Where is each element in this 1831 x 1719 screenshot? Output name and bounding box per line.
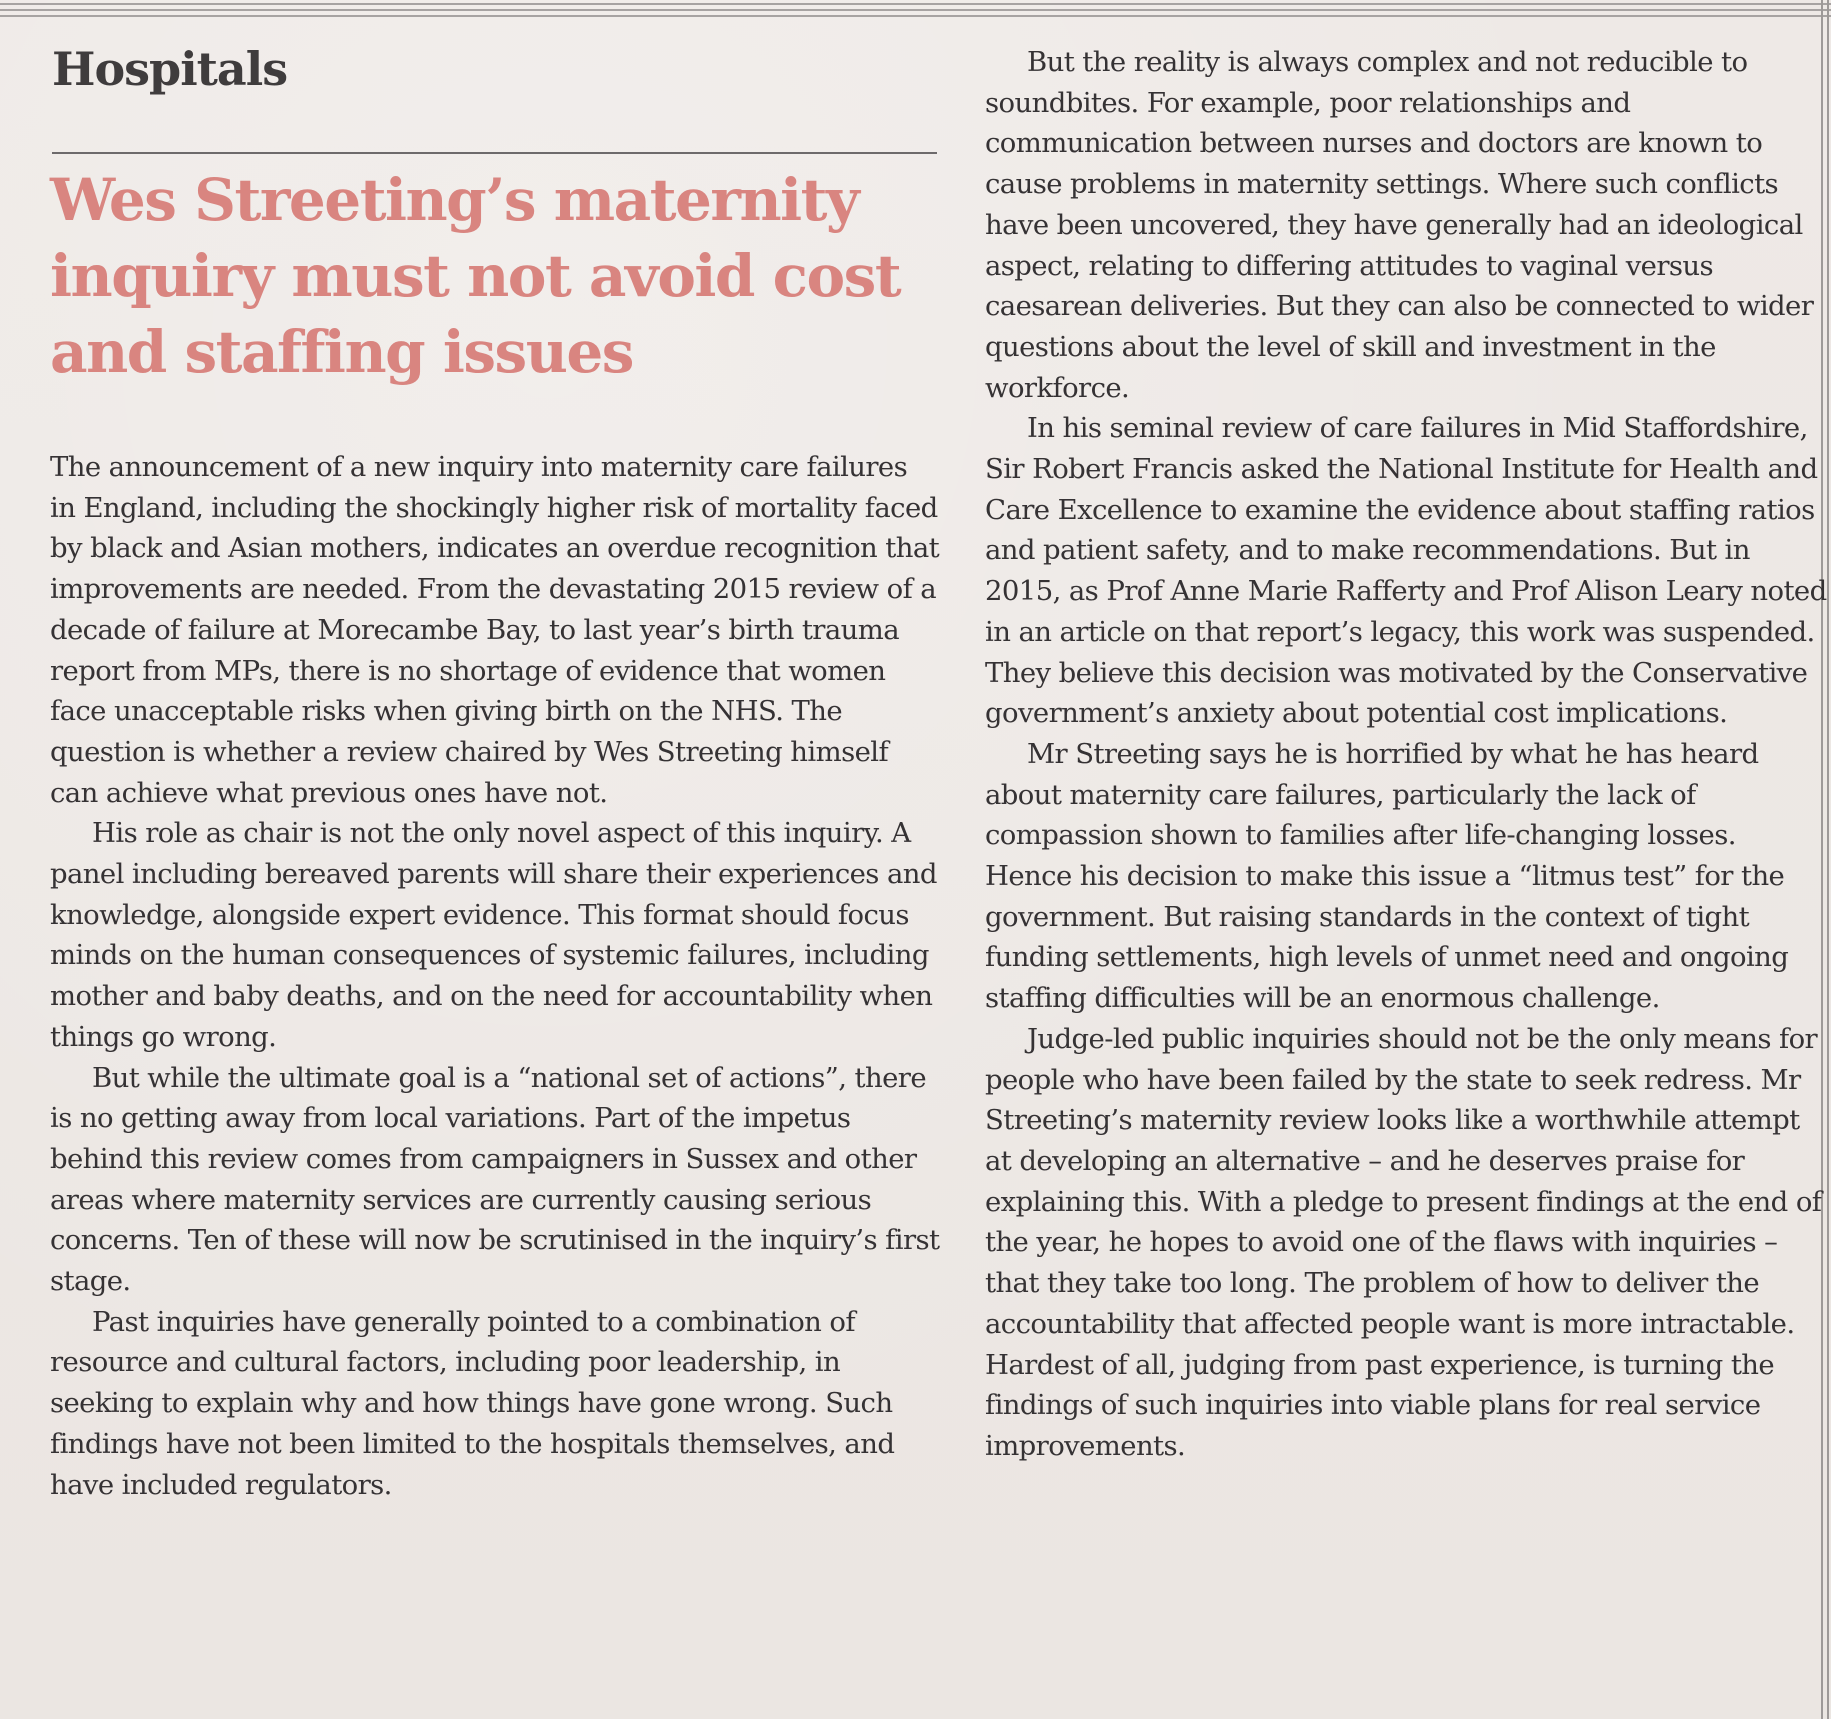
- paragraph: His role as chair is not the only novel aspect of this inquiry. A panel including bereaved parents will share their experiences and knowledge, alongside expert evidence. This format should focus minds on the human consequences of systemic failures, including mother and baby deaths, and on the need for accountability when things go wrong.: [50, 817, 937, 1053]
- paragraph: Mr Streeting says he is horrified by what he has heard about maternity care failures, particularly the lack of compassion shown to families after life-changing losses. Hence his decision to make this issue a “litmus test” for the government. But raising standards in the context of tight funding settlements, high levels of unmet need and ongoing staffing difficulties will be an enormous challenge.: [985, 737, 1789, 1015]
- headline: Wes Streeting’s maternity inquiry must not avoid cost and staffing issues: [50, 166, 901, 386]
- paragraph: In his seminal review of care failures in Mid Staffordshire, Sir Robert Francis asked the National Institute for Health and Care Excellence to examine the evidence about staffing ratios and patient safety, and to make recommendations. But in 2015, as Prof Anne Marie Rafferty and Prof Alison Leary noted in an article on that report’s legacy, this work was suspended. They believe this decision was motivated by the Conservative government’s anxiety about potential cost implications.: [985, 412, 1827, 730]
- headline-divider: [52, 152, 937, 154]
- paragraph: But while the ultimate goal is a “national set of actions”, there is no getting away from local variations. Part of the impetus behind this review comes from campaigners in Sussex and other areas where maternity services are currently causing serious concerns. Ten of these will now be scrutinised in the inquiry’s first stage.: [50, 1061, 940, 1298]
- left-column: [50, 447, 940, 1505]
- paragraph: Judge-led public inquiries should not be the only means for people who have been failed by the state to seek redress. Mr Streeting’s maternity review looks like a worthwhile attempt at developing an alternative – and he deserves praise for explaining this. With a pledge to present findings at the end of the year, he hopes to avoid one of the flaws with inquiries – that they take too long. The problem of how to deliver the accountability that affected people want is more intractable. Hardest of all, judging from past experience, is turning the findings of such inquiries into viable plans for real service improvements.: [985, 1022, 1822, 1462]
- top-edge-rules: [0, 0, 1831, 22]
- right-column: [985, 42, 1830, 1467]
- paragraph: Past inquiries have generally pointed to a combination of resource and cultural factors, including poor leadership, in seeking to explain why and how things have gone wrong. Such findings have not been limited to the hospitals themselves, and have included regulators.: [50, 1305, 895, 1501]
- paragraph: But the reality is always complex and not reducible to soundbites. For example, poor relationships and communication between nurses and doctors are known to cause problems in maternity settings. Where such conflicts have been uncovered, they have generally had an ideological aspect, relating to differing attitudes to vaginal versus caesarean deliveries. But they can also be connected to wider questions about the level of skill and investment in the workforce.: [985, 46, 1814, 404]
- paragraph: The announcement of a new inquiry into maternity care failures in England, including the shockingly higher risk of mortality faced by black and Asian mothers, indicates an overdue recognition that improvements are needed. From the devastating 2015 review of a decade of failure at Morecambe Bay, to last year’s birth trauma report from MPs, there is no shortage of evidence that women face unacceptable risks when giving birth on the NHS. The question is whether a review chaired by Wes Streeting himself can achieve what previous ones have not.: [50, 451, 940, 809]
- section-label: Hospitals: [52, 42, 288, 96]
